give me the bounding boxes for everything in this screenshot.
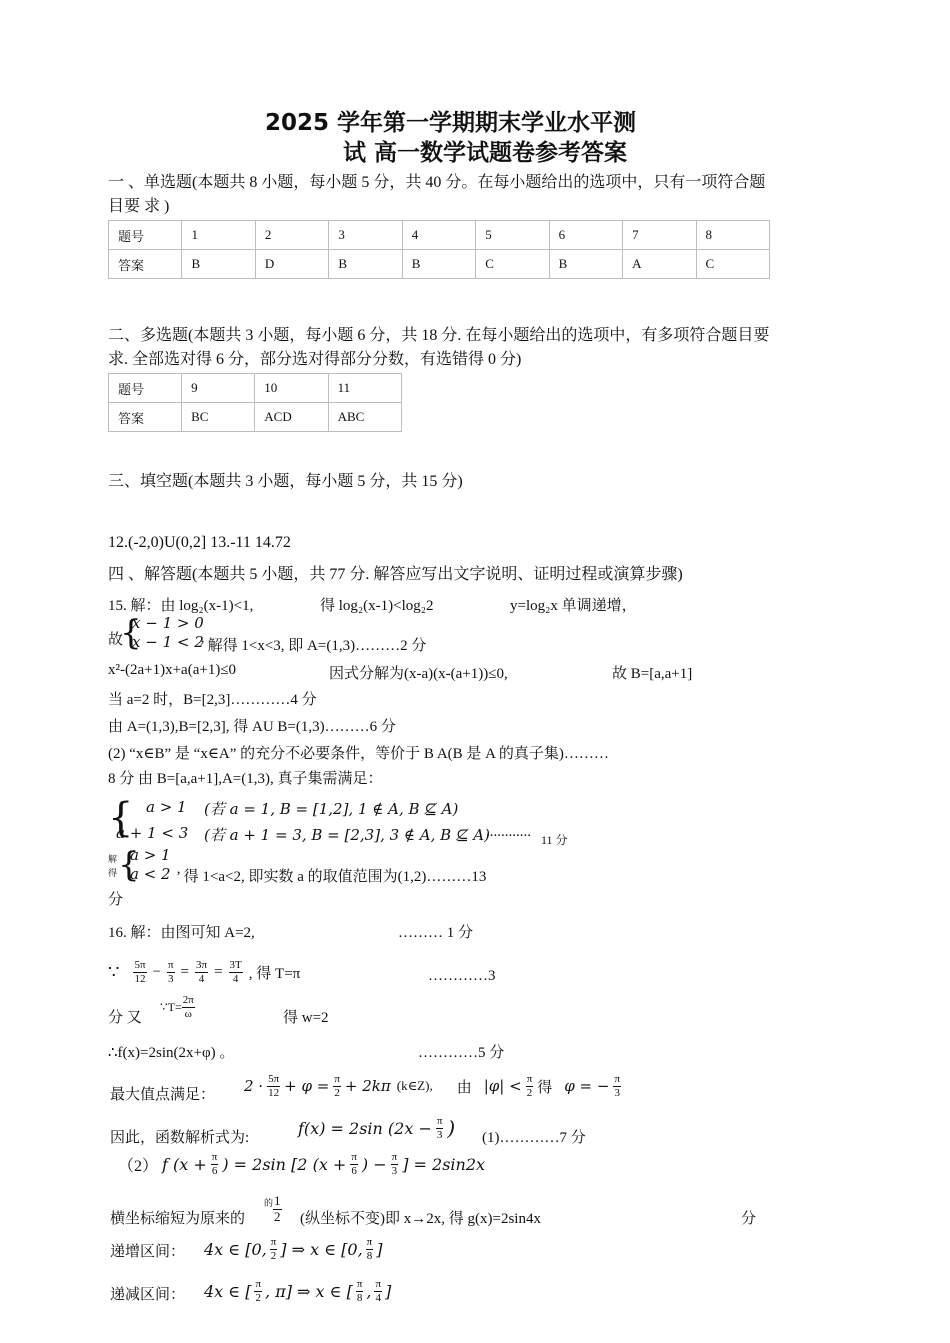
condition-bottom-note: (若 a + 1 = 3, B = [2,3], 3 ∉ A, B ⊈ A) (204, 826, 490, 844)
section1-heading: 一 、单选题(本题共 8 小题，每小题 5 分，共 40 分。在每小题给出的选项中，只有一项符合题 (108, 174, 766, 191)
k-domain: (k∈Z), (396, 1078, 433, 1093)
math-text: 4x ∈ [ (204, 1281, 252, 1301)
math-text: ] ⇒ x ∈ [0, (280, 1239, 363, 1259)
fraction: $\frac{\pi}{2}$ (334, 1073, 340, 1099)
table-row (109, 403, 402, 432)
table-cell: 3 (329, 221, 402, 250)
q16-line1-b: ……… 1 分 (398, 925, 474, 941)
q15-line3-b: 因式分解为(x-a)(x-(a+1))≤0, (329, 666, 508, 682)
table-row (109, 374, 402, 403)
table-cell: B (549, 250, 622, 279)
because-symbol: ∵ (108, 961, 120, 982)
table-row (109, 221, 770, 250)
minus-sign: − (152, 963, 161, 980)
increasing-interval (204, 1232, 382, 1266)
table-cell: B (182, 250, 255, 279)
fraction: $\frac{5\pi}{12}$ (268, 1073, 280, 1099)
table-cell: C (476, 250, 549, 279)
q15-line10: 分 (108, 892, 124, 908)
q15-line9-text: ’ 得 1<a<2, 即实数 a 的取值范围为(1,2)………13 (176, 869, 487, 885)
table-cell: 11 (328, 374, 401, 403)
table-row (109, 250, 770, 279)
q16-line6-a: 因此，函数解析式为: (110, 1130, 250, 1146)
math-text: ] (376, 1239, 383, 1259)
math-text: , (366, 1281, 372, 1301)
table-cell: 2 (255, 221, 328, 250)
math-text: φ = − (564, 1077, 610, 1095)
math-text: f (x + (162, 1154, 207, 1174)
math-text: 4x ∈ [0, (204, 1239, 267, 1259)
brace-icon: { (118, 845, 140, 885)
decreasing-interval-label: 递减区间： (110, 1287, 186, 1303)
section1-heading-cont: 目要 求 ) (108, 198, 170, 215)
fraction: $\frac{\pi}{2}$ (270, 1236, 277, 1262)
math-text: ] = 2sin2x (402, 1154, 486, 1174)
math-text: + φ = (284, 1077, 330, 1095)
table-cell: 10 (255, 374, 328, 403)
math-text: ) − (361, 1154, 387, 1174)
fraction: $\frac{5\pi}{12}$ (134, 959, 146, 985)
superscript-text: 的 (264, 1198, 274, 1208)
system-bottom: a < 2 (130, 865, 171, 883)
section3-heading: 三、填空题(本题共 3 小题，每小题 5 分，共 15 分) (108, 473, 463, 490)
q16-line4-b: …………5 分 (418, 1045, 505, 1061)
table-cell: 4 (402, 221, 475, 250)
math-text: ] (385, 1281, 392, 1301)
row-label: 答案 (109, 403, 182, 432)
table-cell: 7 (623, 221, 696, 250)
table-cell: ABC (328, 403, 401, 432)
table-cell: ACD (255, 403, 328, 432)
decreasing-interval (204, 1274, 391, 1308)
math-text: |φ| < (483, 1077, 522, 1095)
fraction: $\frac{1}{2}$ (274, 1193, 281, 1224)
equals-sign: = (180, 963, 190, 980)
fraction: $\frac{\pi}{8}$ (366, 1236, 373, 1262)
section4-heading: 四 、解答题(本题共 5 小题，共 77 分. 解答应写出文字说明、证明过程或演算步骤) (108, 566, 683, 583)
table-cell: BC (182, 403, 255, 432)
table-cell: 8 (696, 221, 769, 250)
table-cell: 1 (182, 221, 255, 250)
page-title-line2: 试 高一数学试题卷参考答案 (343, 140, 628, 166)
period-result: , 得 T=π (248, 965, 301, 982)
fraction: $\frac{\pi}{2}$ (526, 1073, 533, 1099)
fraction: $\frac{\pi}{6}$ (211, 1151, 218, 1177)
q15-condition-system (108, 794, 628, 846)
fraction: $\frac{\pi}{2}$ (255, 1278, 262, 1304)
q16-omega-formula (160, 992, 195, 1022)
math-text: + 2kπ (344, 1077, 391, 1095)
system-top: a > 1 (130, 846, 171, 864)
score: 11 分 (541, 833, 568, 847)
q15-prefix: 故 (108, 632, 124, 648)
q15-solve-prefix: 解得 (108, 854, 118, 879)
q16-line5-a: 最大值点满足： (110, 1087, 216, 1103)
table-cell: B (402, 250, 475, 279)
section2-heading-cont: 求. 全部选对得 6 分，部分选对得部分分数，有选错得 0 分) (108, 351, 522, 368)
q15-line6: (2) “x∈B” 是 “x∈A” 的充分不必要条件，等价于 B A(B 是 A 的真子集)……… (108, 746, 609, 762)
q16-line8-b: (纵坐标不变)即 x→2x, 得 g(x)=2sin4x (300, 1211, 541, 1227)
q15-line4: 当 a=2 时，B=[2,3]…………4 分 (108, 692, 317, 708)
condition-top-note: (若 a = 1, B = [1,2], 1 ∉ A, B ⊈ A) (204, 800, 459, 818)
brace-icon: { (120, 613, 142, 653)
brace-icon: { (108, 795, 134, 841)
q16-line8-score: 分 (741, 1211, 757, 1227)
fill-in-answers: 12.(-2,0)U(0,2] 13.-11 14.72 (108, 534, 291, 551)
q15-line7: 8 分 由 B=[a,a+1],A=(1,3), 真子集需满足： (108, 771, 383, 787)
system-top: x − 1 > 0 (132, 614, 204, 632)
period-formula: ∵T= (160, 999, 182, 1014)
fraction: $\frac{\pi}{3}$ (614, 1073, 621, 1099)
table-cell: C (696, 250, 769, 279)
fraction: $\frac{\pi}{3}$ (167, 959, 174, 985)
math-text: ) = 2sin [2 (x + (222, 1154, 347, 1174)
q16-function-expression (298, 1110, 455, 1146)
math-text: , π] ⇒ x ∈ [ (265, 1281, 353, 1301)
q15-line5: 由 A=(1,3),B=[2,3], 得 AU B=(1,3)………6 分 (108, 719, 396, 735)
q15-line1-b: 得 log₂(x-1)<log₂2 (320, 598, 434, 614)
leader-dots: ............ (486, 824, 531, 840)
part-label: （2） (118, 1157, 159, 1175)
q16-line1-a: 16. 解：由图可知 A=2, (108, 925, 255, 941)
fraction: $\frac{3\pi}{4}$ (196, 959, 208, 985)
system-bottom: x − 1 < 2 (132, 633, 204, 651)
q16-line3-a: 分 又 (108, 1010, 142, 1026)
get-text: 得 (537, 1079, 553, 1096)
section2-heading: 二、多选题(本题共 3 小题，每小题 6 分，共 18 分. 在每小题给出的选项中，有多项符合题目要 (108, 327, 770, 344)
table-cell: 9 (182, 374, 255, 403)
q16-half-fraction (264, 1192, 282, 1226)
q16-line3-c: 得 w=2 (283, 1010, 329, 1026)
condition-bottom: a + 1 < 3 (116, 824, 189, 842)
row-label: 题号 (109, 221, 182, 250)
math-text: ) (447, 1116, 456, 1140)
q16-score-3: …………3 (428, 968, 496, 984)
q15-line3-c: 故 B=[a,a+1] (612, 666, 693, 682)
fraction: $\frac{3T}{4}$ (229, 959, 242, 985)
math-text: 2 · (244, 1077, 264, 1095)
q16-line6-b: (1)…………7 分 (482, 1130, 586, 1146)
q16-line4-a: ∴f(x)=2sin(2x+φ) 。 (108, 1045, 235, 1061)
q16-max-condition (244, 1068, 621, 1104)
fraction: $\frac{\pi}{6}$ (351, 1151, 357, 1177)
condition-top: a > 1 (146, 798, 187, 816)
table-cell: A (623, 250, 696, 279)
equals-sign: = (214, 963, 223, 980)
math-text: f(x) = 2sin (2x − (298, 1118, 432, 1138)
single-choice-table (108, 220, 770, 279)
q16-part2-expression (118, 1146, 485, 1182)
multi-choice-table (108, 373, 402, 432)
table-cell: B (329, 250, 402, 279)
fraction: $\frac{2\pi}{\omega}$ (182, 994, 194, 1020)
q15-line2-text: ’ 解得 1<x<3, 即 A=(1,3)………2 分 (200, 638, 427, 654)
q15-line1-a: 15. 解：由 log₂(x-1)<1, (108, 598, 254, 614)
fraction: $\frac{\pi}{3}$ (391, 1151, 398, 1177)
increasing-interval-label: 递增区间： (110, 1244, 186, 1260)
fraction: $\frac{\pi}{4}$ (375, 1278, 382, 1304)
q15-line3-a: x²-(2a+1)x+a(a+1)≤0 (108, 662, 237, 678)
table-cell: D (255, 250, 328, 279)
by-text: 由 (456, 1079, 472, 1096)
q15-line1-c: y=log₂x 单调递增， (510, 598, 637, 614)
fraction: $\frac{\pi}{8}$ (356, 1278, 363, 1304)
table-cell: 6 (549, 221, 622, 250)
fraction: $\frac{\pi}{3}$ (436, 1115, 443, 1141)
page-title-line1: 2025 学年第一学期期末学业水平测 (265, 110, 637, 136)
q16-line8-a: 横坐标缩短为原来的 (110, 1211, 246, 1227)
table-cell: 5 (476, 221, 549, 250)
row-label: 题号 (109, 374, 182, 403)
q16-period-equation (108, 955, 300, 989)
row-label: 答案 (109, 250, 182, 279)
